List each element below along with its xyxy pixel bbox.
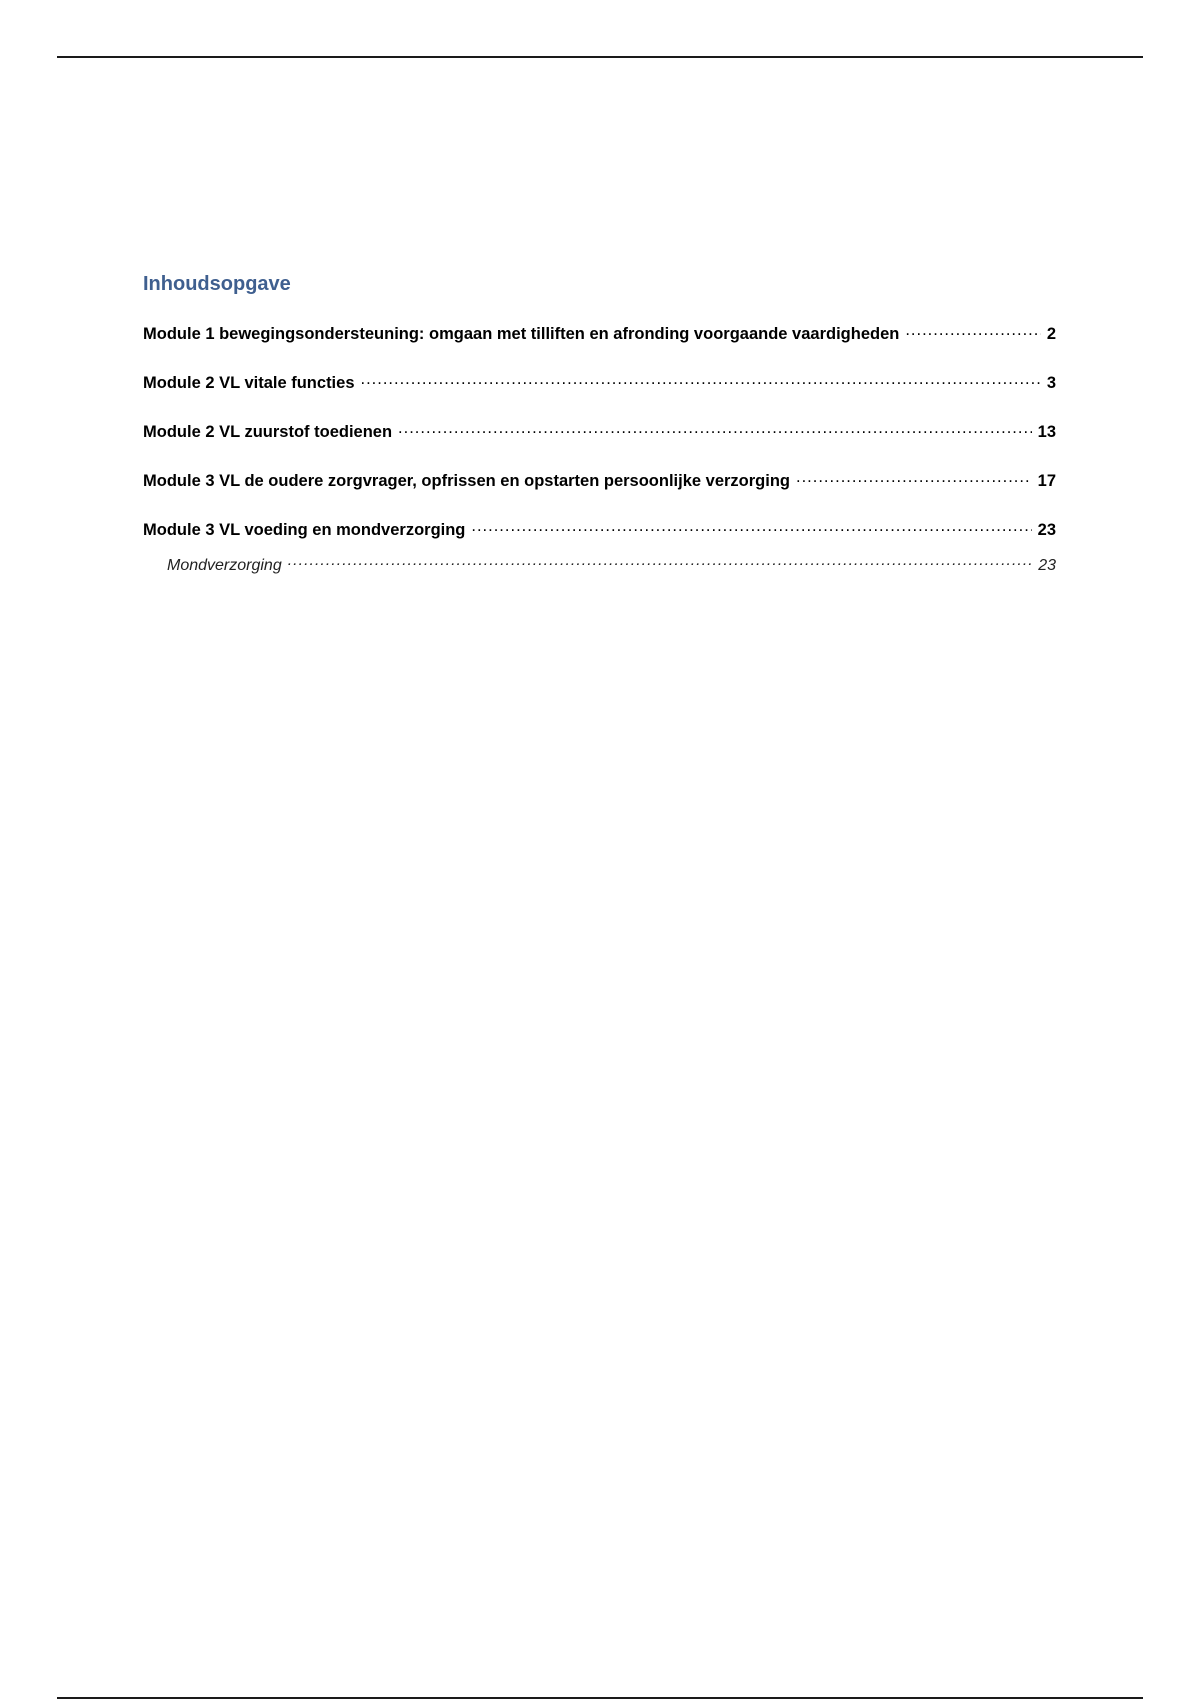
toc-entry-page-number: 13 [1037,423,1056,441]
toc-entry-mondverzorging[interactable] [143,554,1056,578]
toc-dot-leader [471,519,1031,536]
table-of-contents [143,268,1056,578]
toc-entry-module-2-vitale-functies[interactable] [143,371,1056,395]
toc-entry-label: Module 2 VL zuurstof toedienen [143,423,393,441]
toc-title: Inhoudsopgave [143,273,291,295]
toc-entry-page-number: 2 [1046,325,1056,343]
toc-entry-label: Module 1 bewegingsondersteuning: omgaan met tilliften en afronding voorgaande vaardigheden [143,325,900,343]
toc-dot-leader [361,372,1041,389]
toc-entry-module-3-voeding-mondverzorging[interactable] [143,518,1056,542]
toc-dot-leader [796,470,1032,487]
toc-entry-module-2-zuurstof-toedienen[interactable] [143,420,1056,444]
toc-entry-module-1-bewegingsondersteuning[interactable] [143,322,1056,346]
toc-entry-label: Module 2 VL vitale functies [143,374,355,392]
toc-entry-module-3-oudere-zorgvrager[interactable] [143,469,1056,493]
header-rule [57,56,1143,58]
toc-entry-label: Mondverzorging [167,557,282,574]
toc-entry-label: Module 3 VL de oudere zorgvrager, opfrissen en opstarten persoonlijke verzorging [143,472,791,490]
toc-entry-page-number: 3 [1046,374,1056,392]
toc-list [143,322,1056,578]
toc-entry-page-number: 17 [1037,472,1056,490]
toc-dot-leader [398,421,1032,438]
toc-entry-page-number: 23 [1037,521,1056,539]
toc-entry-label: Module 3 VL voeding en mondverzorging [143,521,466,539]
toc-dot-leader [288,554,1032,570]
toc-dot-leader [905,323,1040,340]
footer-rule [57,1697,1143,1699]
toc-entry-page-number: 23 [1038,557,1056,574]
